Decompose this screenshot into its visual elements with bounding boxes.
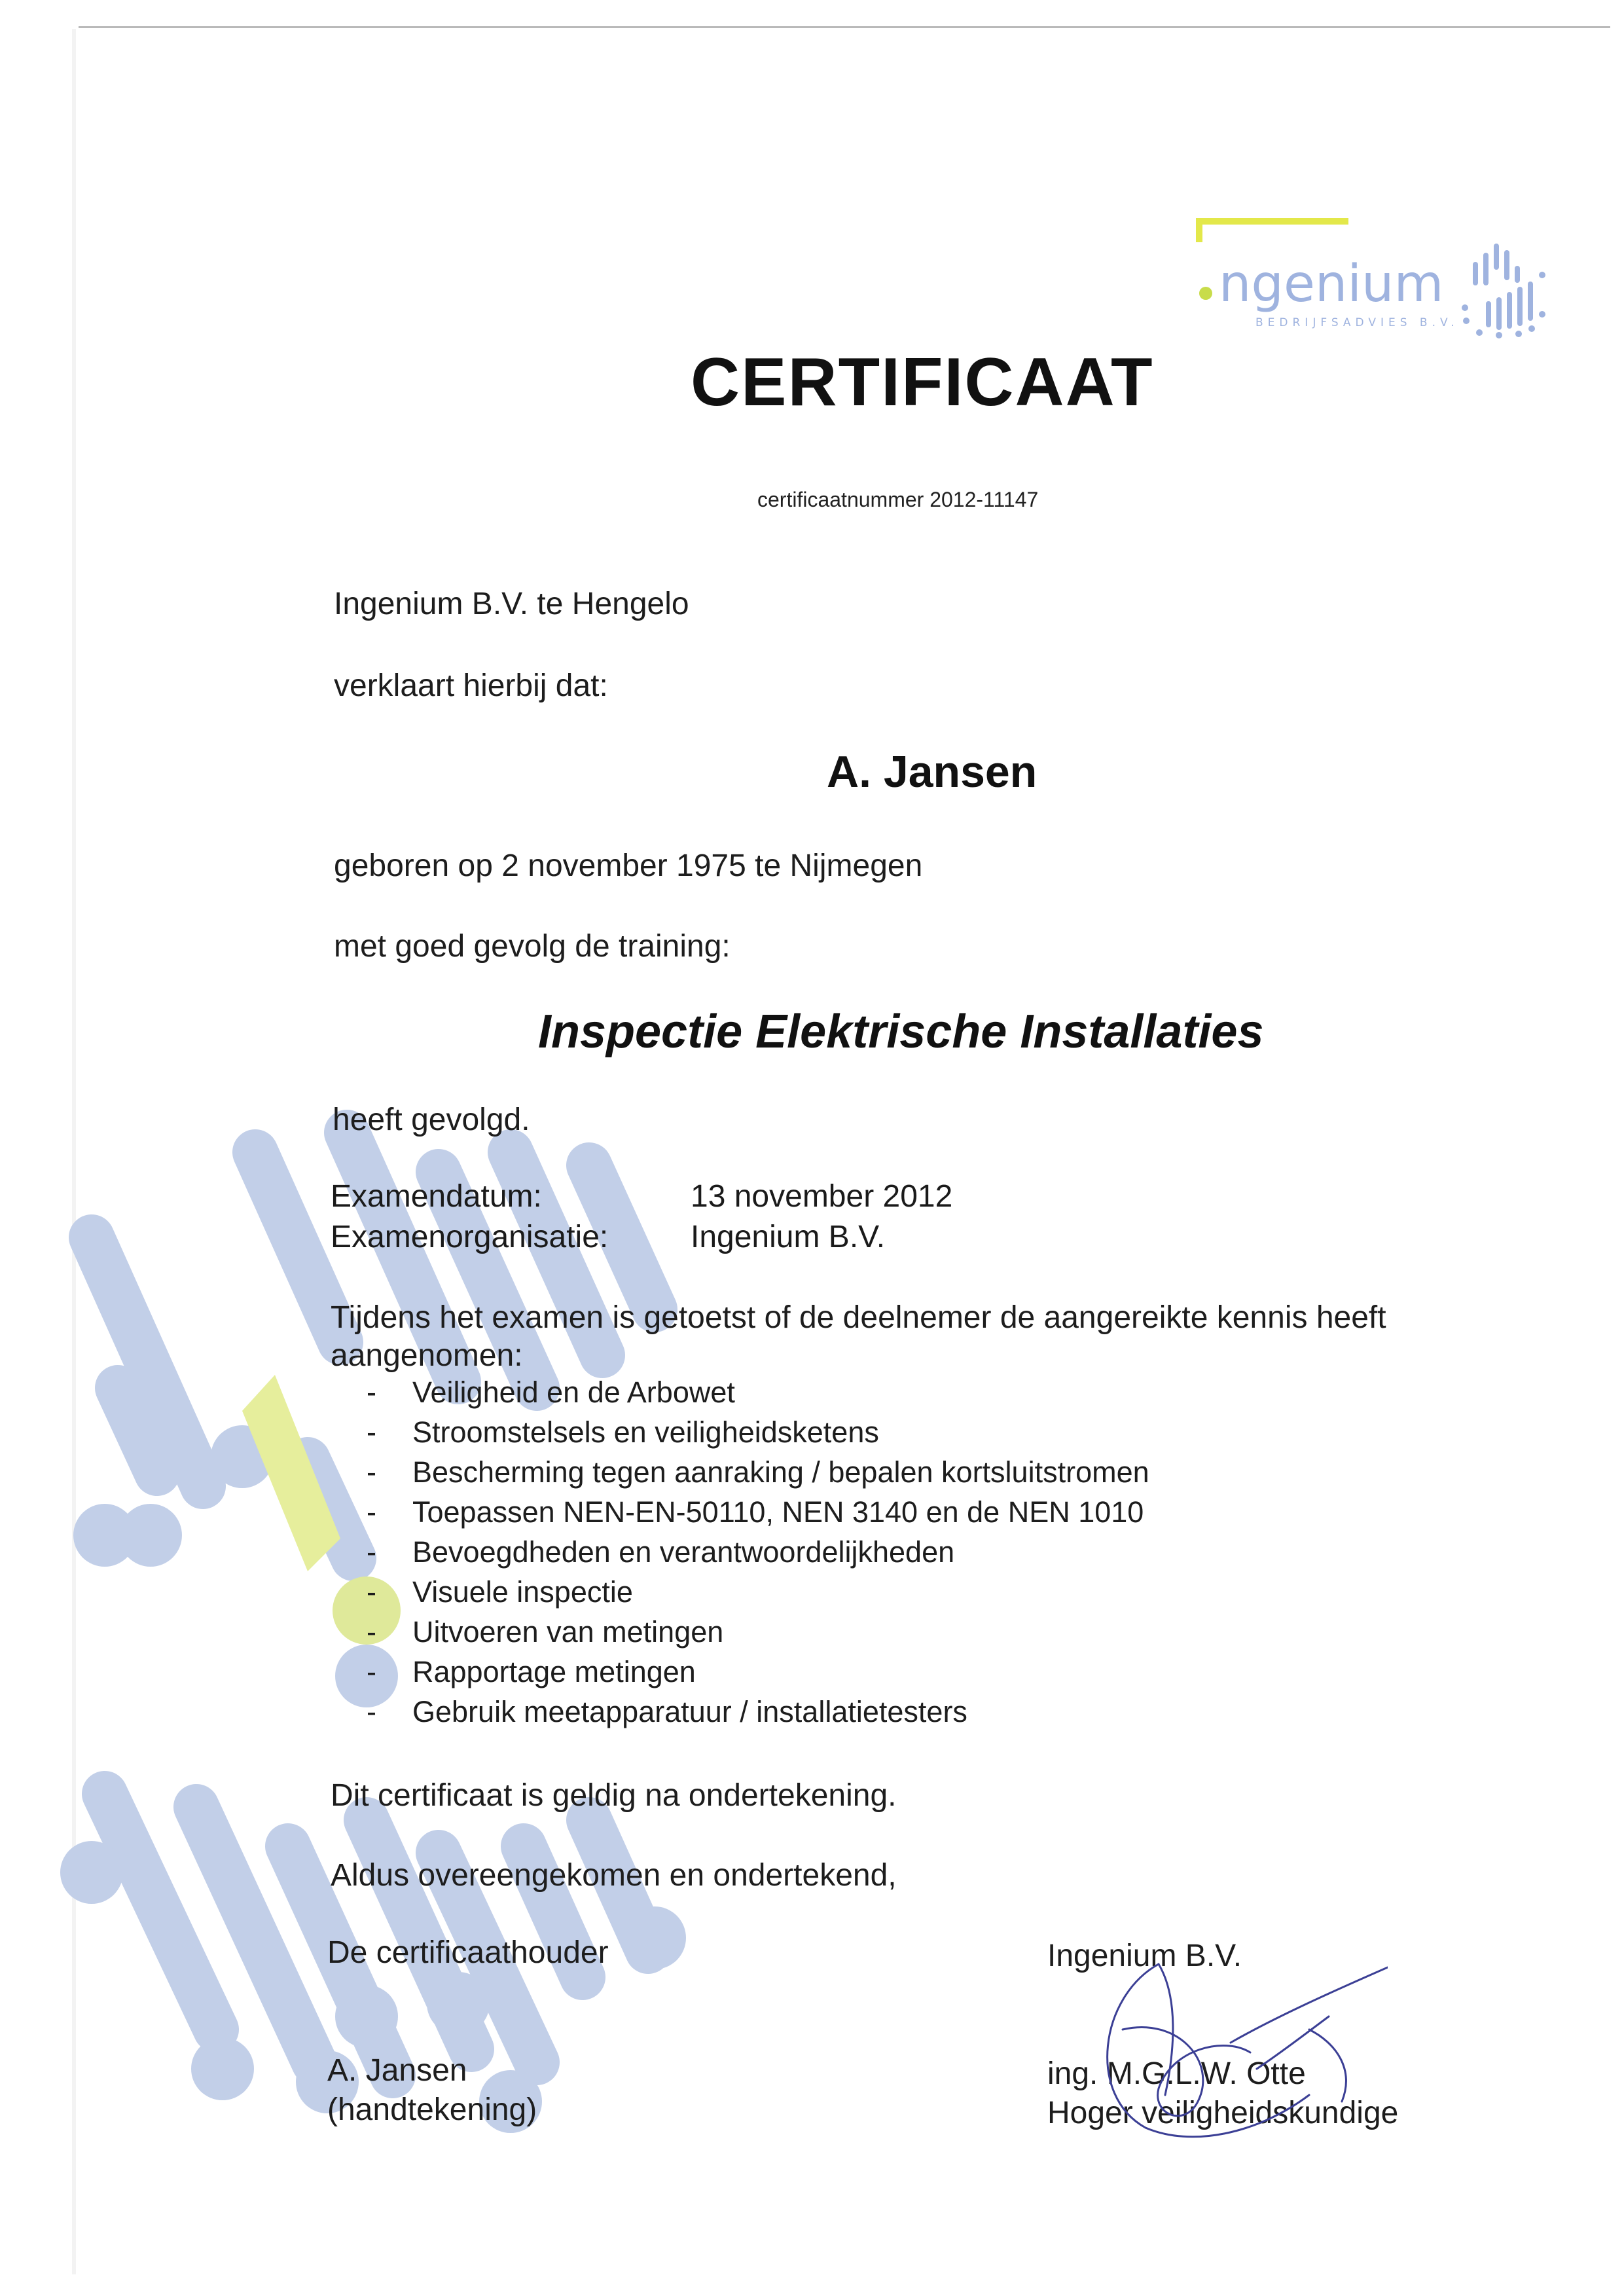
watermark-dot (60, 1841, 123, 1904)
watermark-bar (255, 1152, 340, 1342)
bullet-dash: - (367, 1455, 376, 1489)
certificate-number: certificaatnummer 2012-11147 (757, 488, 1039, 511)
logo-dots-icon (1462, 244, 1545, 338)
holder-name: A. Jansen (827, 747, 1038, 797)
exam-org-value: Ingenium B.V. (691, 1220, 886, 1254)
topic-text: Stroomstelsels en veiligheidsketens (412, 1415, 879, 1449)
success-line: met goed gevolg de training: (334, 929, 731, 964)
logo-dot-icon (1199, 287, 1212, 300)
bullet-dash: - (367, 1695, 376, 1728)
bullet-dash: - (367, 1495, 376, 1529)
bullet-dash: - (367, 1415, 376, 1449)
list-item (367, 1652, 1149, 1692)
list-item (367, 1692, 1149, 1732)
list-item (367, 1572, 1149, 1612)
topic-text: Bescherming tegen aanraking / bepalen kortsluitstromen (412, 1455, 1149, 1489)
topic-text: Gebruik meetapparatuur / installatietesters (412, 1695, 967, 1728)
issuer-signature-header: Ingenium B.V. (1047, 1939, 1242, 1973)
topic-text: Toepassen NEN-EN-50110, NEN 3140 en de NEN 1010 (412, 1495, 1144, 1529)
logo-frame-icon (1199, 221, 1348, 242)
topic-text: Uitvoeren van metingen (412, 1615, 724, 1649)
exam-date-label: Examendatum: (331, 1179, 542, 1214)
list-item (367, 1412, 1149, 1452)
topic-text: Rapportage metingen (412, 1655, 696, 1688)
watermark-dot (191, 2037, 254, 2100)
topics-intro-line-2: aangenomen: (331, 1338, 523, 1373)
holder-signature-header: De certificaathouder (327, 1935, 609, 1970)
bullet-dash: - (367, 1575, 376, 1609)
birth-line: geboren op 2 november 1975 te Nijmegen (334, 848, 923, 883)
certificate-title: CERTIFICAAT (691, 344, 1154, 420)
watermark-dot (335, 1985, 398, 2048)
issuer-line: Ingenium B.V. te Hengelo (334, 587, 689, 621)
exam-org-label: Examenorganisatie: (331, 1220, 609, 1254)
list-item (367, 1452, 1149, 1492)
validity-line: Dit certificaat is geldig na ondertekening. (331, 1778, 897, 1813)
holder-signature-name: A. Jansen (327, 2053, 467, 2088)
issuer-signatory-role: Hoger veiligheidskundige (1047, 2096, 1399, 2130)
topic-text: Bevoegdheden en verantwoordelijkheden (412, 1535, 955, 1569)
declaration-line: verklaart hierbij dat: (334, 668, 608, 703)
logo-brand-text: ngenium (1219, 255, 1444, 314)
topics-intro-line-1: Tijdens het examen is getoetst of de deelnemer de aangereikte kennis heeft (331, 1300, 1386, 1335)
watermark-dot (73, 1504, 136, 1567)
bullet-dash: - (367, 1615, 376, 1649)
watermark-dot (623, 1906, 686, 1969)
topics-list (367, 1372, 1149, 1732)
logo-tagline-text: BEDRIJFSADVIES B.V. (1255, 316, 1459, 329)
list-item (367, 1532, 1149, 1572)
training-name: Inspectie Elektrische Installaties (538, 1006, 1264, 1058)
list-item (367, 1612, 1149, 1652)
bullet-dash: - (367, 1655, 376, 1688)
holder-signature-note: (handtekening) (327, 2092, 537, 2127)
topic-text: Veiligheid en de Arbowet (412, 1376, 735, 1409)
list-item (367, 1492, 1149, 1532)
bullet-dash: - (367, 1535, 376, 1569)
agreement-line: Aldus overeengekomen en ondertekend, (331, 1858, 897, 1893)
exam-date-value: 13 november 2012 (691, 1179, 953, 1214)
followed-line: heeft gevolgd. (333, 1102, 530, 1137)
watermark-dot (427, 1972, 490, 2035)
bullet-dash: - (367, 1376, 376, 1409)
topic-text: Visuele inspectie (412, 1575, 633, 1609)
ingenium-logo (1191, 216, 1558, 340)
issuer-signatory-name: ing. M.G.L.W. Otte (1047, 2056, 1306, 2091)
list-item (367, 1372, 1149, 1412)
handwritten-signature (1060, 1938, 1388, 2141)
